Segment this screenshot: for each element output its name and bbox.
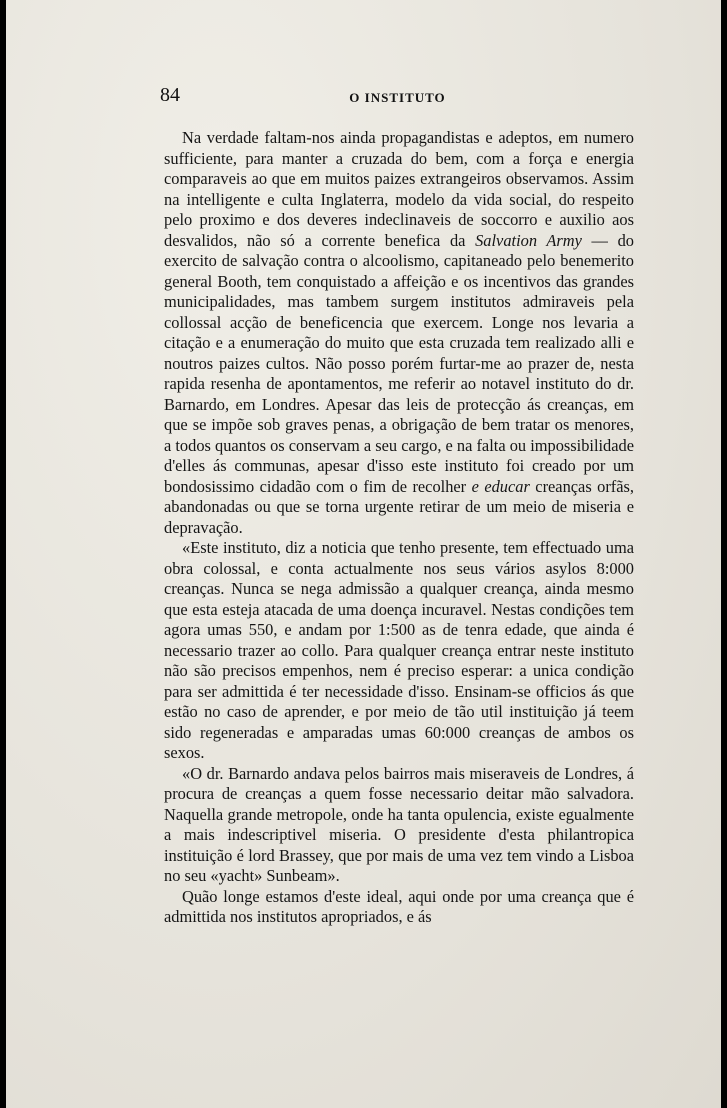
text-run: — do exercito de salvação contra o alcoolismo, capitaneado pelo benemerito general Booth, tem conquistado a affeição e os incentivos das grandes municipalidades, mas tambem surgem institutos admiraveis pela collossal acção de beneficencia que exercem. Longe nos levaria a citação e a enumeração do muito que esta cruzada tem realizado alli e noutros paizes cultos. Não posso porém furtar-me ao prazer de, nesta rapida resenha de apontamentos, me referir ao notavel instituto do dr. Barnardo, em Londres. Apesar das leis de protecção ás creanças, em que se impõe sob graves penas, a obrigação de bem tratar os menores, a todos quantos os conservam a seu cargo, e na falta ou impossibilidade d'elles ás communas, apesar d'isso este instituto foi creado por um bondosissimo cidadão com o fim de recolher <box>164 230 634 496</box>
italic-text: e educar <box>471 476 530 496</box>
text-run: «O dr. Barnardo andava pelos bairros mais miseraveis de Londres, á procura de creanças a quem fosse necessario deitar mão salvadora. Naquella grande metropole, onde ha tanta opulencia, existe egualmente a mais indescriptivel miseria. O presidente d'esta philantropica instituição é lord Brassey, que por mais de uma vez tem vindo a Lisboa no seu «yacht» Sunbeam». <box>164 763 634 885</box>
text-run: creanças orfãs, abandonadas ou que se torna urgente retirar de um meio de miseria e depravação. <box>164 476 635 537</box>
paragraph <box>164 128 634 538</box>
running-title: O INSTITUTO <box>349 90 446 105</box>
page-number: 84 <box>160 84 180 106</box>
text-run: Quão longe estamos d'este ideal, aqui onde por uma creança que é admittida nos institutos apropriados, e ás <box>164 886 634 926</box>
paragraph <box>164 887 634 928</box>
paragraph <box>164 764 634 887</box>
paragraph <box>164 538 634 764</box>
book-page <box>6 0 721 1108</box>
text-run: «Este instituto, diz a noticia que tenho presente, tem effectuado uma obra colossal, e conta actualmente nos seus vários asylos 8:000 creanças. Nunca se nega admissão a qualquer creança, ainda mesmo que esta esteja atacada de uma doença incuravel. Nestas condições tem agora umas 550, e andam por 1:500 as de tenra edade, que ainda é necessario trazer ao collo. Para qualquer creança entrar neste instituto não são precisos empenhos, nem é preciso esperar: a unica condição para ser admittida é ter necessidade d'isso. Ensinam-se officios ás que estão no caso de aprender, e por meio de tão util instituição já teem sido regeneradas e amparadas umas 60:000 creanças de ambos os sexos. <box>164 538 634 762</box>
body-text <box>164 128 634 928</box>
italic-text: Salvation Army <box>475 230 582 250</box>
text-run: Na verdade faltam-nos ainda propagandistas e adeptos, em numero sufficiente, para manter a cruzada do bem, com a força e energia comparaveis ao que em muitos paizes extrangeiros observamos. Assim na intelligente e culta Inglaterra, modelo da vida social, do respeito pelo proximo e dos deveres indeclinaveis de soccorro e auxilio aos desvalidos, não só a corrente benefica da <box>164 128 634 250</box>
page-header <box>160 84 635 108</box>
